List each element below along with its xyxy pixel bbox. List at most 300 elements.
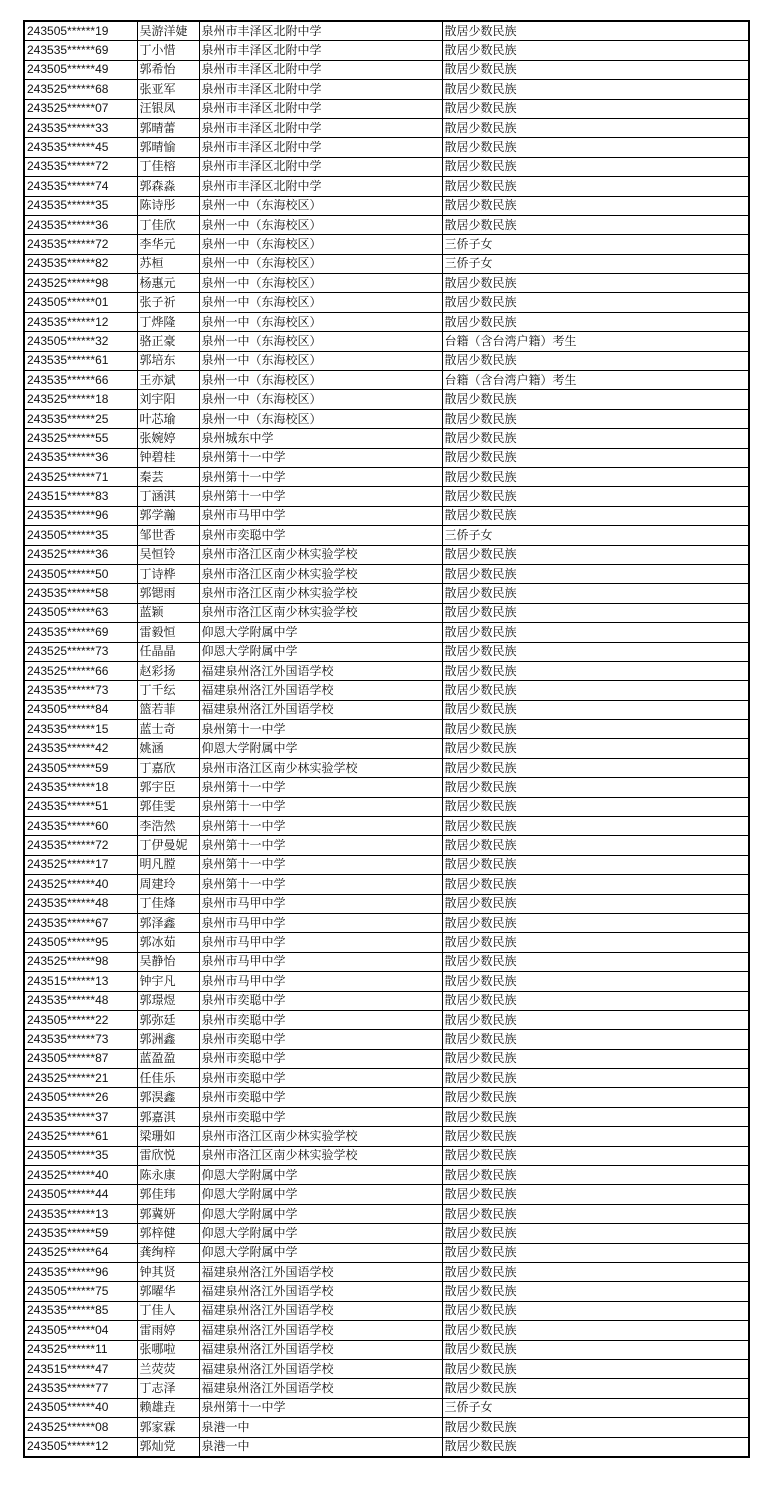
cell-school: 福建泉州洛江外国语学校 (199, 1340, 442, 1359)
table-row (24, 1301, 749, 1320)
cell-category: 散居少数民族 (442, 894, 749, 913)
cell-name: 张子祈 (137, 293, 199, 312)
table-row (24, 1127, 749, 1146)
cell-name: 姚涵 (137, 739, 199, 758)
cell-exam-id: 243515******47 (24, 1359, 137, 1378)
cell-school: 泉州市丰泽区北附中学 (199, 80, 442, 99)
table-row (24, 1224, 749, 1243)
table-row (24, 778, 749, 797)
cell-name: 明凡膛 (137, 855, 199, 874)
cell-school: 泉州一中（东海校区） (199, 351, 442, 370)
cell-exam-id: 243535******85 (24, 1301, 137, 1320)
table-row (24, 274, 749, 293)
cell-exam-id: 243535******69 (24, 623, 137, 642)
cell-school: 仰恩大学附属中学 (199, 1224, 442, 1243)
cell-name: 雷毅恒 (137, 623, 199, 642)
cell-school: 泉州市洛江区南少林实验学校 (199, 758, 442, 777)
cell-name: 叶芯瑜 (137, 409, 199, 428)
table-row (24, 1146, 749, 1165)
cell-category: 散居少数民族 (442, 351, 749, 370)
table-row (24, 254, 749, 273)
cell-category: 散居少数民族 (442, 506, 749, 525)
cell-name: 刘宇阳 (137, 390, 199, 409)
table-row (24, 177, 749, 196)
cell-category: 散居少数民族 (442, 1166, 749, 1185)
cell-exam-id: 243535******61 (24, 351, 137, 370)
cell-name: 周建玲 (137, 875, 199, 894)
table-row (24, 1049, 749, 1068)
table-row (24, 1321, 749, 1340)
cell-exam-id: 243535******73 (24, 1030, 137, 1049)
cell-name: 吴恒铃 (137, 545, 199, 564)
cell-school: 泉州一中（东海校区） (199, 274, 442, 293)
table-row (24, 1069, 749, 1088)
cell-school: 泉州第十一中学 (199, 855, 442, 874)
cell-exam-id: 243505******59 (24, 758, 137, 777)
cell-school: 泉州第十一中学 (199, 836, 442, 855)
cell-school: 泉州市丰泽区北附中学 (199, 138, 442, 157)
cell-category: 散居少数民族 (442, 1069, 749, 1088)
cell-category: 散居少数民族 (442, 681, 749, 700)
table-row (24, 60, 749, 79)
cell-name: 丁小惜 (137, 41, 199, 60)
cell-school: 泉州市丰泽区北附中学 (199, 99, 442, 118)
cell-category: 散居少数民族 (442, 700, 749, 719)
cell-category: 散居少数民族 (442, 487, 749, 506)
cell-name: 丁佳欣 (137, 215, 199, 234)
cell-exam-id: 243525******68 (24, 80, 137, 99)
table-row (24, 1010, 749, 1029)
cell-exam-id: 243505******22 (24, 1010, 137, 1029)
cell-school: 泉州第十一中学 (199, 875, 442, 894)
cell-school: 泉州一中（东海校区） (199, 293, 442, 312)
cell-category: 散居少数民族 (442, 1418, 749, 1437)
cell-school: 泉州市洛江区南少林实验学校 (199, 1146, 442, 1165)
cell-exam-id: 243525******71 (24, 467, 137, 486)
cell-category: 三侨子女 (442, 1398, 749, 1417)
cell-name: 郭宇臣 (137, 778, 199, 797)
cell-school: 泉州市马甲中学 (199, 952, 442, 971)
cell-name: 钟其贤 (137, 1263, 199, 1282)
cell-school: 泉港一中 (199, 1418, 442, 1437)
cell-category: 散居少数民族 (442, 99, 749, 118)
cell-category: 散居少数民族 (442, 293, 749, 312)
cell-school: 泉州市丰泽区北附中学 (199, 21, 442, 41)
cell-exam-id: 243525******55 (24, 429, 137, 448)
cell-school: 仰恩大学附属中学 (199, 1166, 442, 1185)
cell-category: 散居少数民族 (442, 836, 749, 855)
cell-exam-id: 243535******42 (24, 739, 137, 758)
cell-category: 散居少数民族 (442, 312, 749, 331)
cell-exam-id: 243505******40 (24, 1398, 137, 1417)
cell-name: 郭佳雯 (137, 797, 199, 816)
table-row (24, 855, 749, 874)
cell-exam-id: 243535******33 (24, 118, 137, 137)
cell-category: 散居少数民族 (442, 913, 749, 932)
cell-school: 泉州市奕聪中学 (199, 1088, 442, 1107)
cell-category: 散居少数民族 (442, 1224, 749, 1243)
cell-category: 三侨子女 (442, 526, 749, 545)
table-row (24, 448, 749, 467)
cell-name: 秦芸 (137, 467, 199, 486)
candidate-table (23, 20, 750, 1458)
cell-school: 泉州市丰泽区北附中学 (199, 118, 442, 137)
cell-exam-id: 243505******87 (24, 1049, 137, 1068)
cell-exam-id: 243535******67 (24, 913, 137, 932)
cell-exam-id: 243515******83 (24, 487, 137, 506)
cell-exam-id: 243515******13 (24, 972, 137, 991)
cell-school: 泉港一中 (199, 1437, 442, 1457)
cell-category: 散居少数民族 (442, 80, 749, 99)
cell-category: 散居少数民族 (442, 720, 749, 739)
cell-name: 郭灿党 (137, 1437, 199, 1457)
cell-category: 散居少数民族 (442, 60, 749, 79)
cell-name: 苏桓 (137, 254, 199, 273)
cell-name: 陈诗彤 (137, 196, 199, 215)
cell-school: 泉州市洛江区南少林实验学校 (199, 603, 442, 622)
cell-name: 郭璟煜 (137, 991, 199, 1010)
table-row (24, 875, 749, 894)
table-row (24, 991, 749, 1010)
table-row (24, 603, 749, 622)
cell-exam-id: 243535******35 (24, 196, 137, 215)
cell-category: 散居少数民族 (442, 1127, 749, 1146)
table-row (24, 681, 749, 700)
cell-name: 李华元 (137, 235, 199, 254)
table-row (24, 894, 749, 913)
cell-school: 福建泉州洛江外国语学校 (199, 681, 442, 700)
table-row (24, 545, 749, 564)
cell-category: 散居少数民族 (442, 545, 749, 564)
cell-exam-id: 243535******13 (24, 1204, 137, 1223)
cell-category: 散居少数民族 (442, 875, 749, 894)
table-row (24, 836, 749, 855)
cell-category: 散居少数民族 (442, 274, 749, 293)
cell-school: 福建泉州洛江外国语学校 (199, 1321, 442, 1340)
cell-exam-id: 243525******64 (24, 1243, 137, 1262)
table-row (24, 506, 749, 525)
cell-school: 泉州市洛江区南少林实验学校 (199, 1127, 442, 1146)
cell-exam-id: 243505******84 (24, 700, 137, 719)
cell-school: 福建泉州洛江外国语学校 (199, 1282, 442, 1301)
cell-exam-id: 243525******61 (24, 1127, 137, 1146)
cell-category: 散居少数民族 (442, 1263, 749, 1282)
cell-name: 丁志泽 (137, 1379, 199, 1398)
cell-exam-id: 243535******36 (24, 448, 137, 467)
cell-school: 泉州一中（东海校区） (199, 196, 442, 215)
cell-exam-id: 243525******08 (24, 1418, 137, 1437)
cell-exam-id: 243525******17 (24, 855, 137, 874)
cell-name: 任佳乐 (137, 1069, 199, 1088)
cell-exam-id: 243525******98 (24, 952, 137, 971)
cell-category: 散居少数民族 (442, 41, 749, 60)
cell-name: 王亦斌 (137, 371, 199, 390)
cell-name: 吴游洋婕 (137, 21, 199, 41)
cell-name: 丁涵淇 (137, 487, 199, 506)
cell-school: 泉州市奕聪中学 (199, 1030, 442, 1049)
cell-category: 散居少数民族 (442, 1243, 749, 1262)
cell-exam-id: 243525******73 (24, 642, 137, 661)
table-row (24, 390, 749, 409)
table-row (24, 332, 749, 351)
table-row (24, 720, 749, 739)
table-row (24, 642, 749, 661)
cell-school: 泉州第十一中学 (199, 817, 442, 836)
cell-name: 赖雄垚 (137, 1398, 199, 1417)
cell-category: 散居少数民族 (442, 215, 749, 234)
cell-exam-id: 243535******48 (24, 991, 137, 1010)
table-row (24, 661, 749, 680)
cell-exam-id: 243525******18 (24, 390, 137, 409)
table-row (24, 80, 749, 99)
table-row (24, 1379, 749, 1398)
table-row (24, 196, 749, 215)
cell-category: 散居少数民族 (442, 429, 749, 448)
cell-exam-id: 243535******82 (24, 254, 137, 273)
cell-school: 泉州一中（东海校区） (199, 235, 442, 254)
cell-category: 散居少数民族 (442, 564, 749, 583)
cell-exam-id: 243505******50 (24, 564, 137, 583)
table-row (24, 312, 749, 331)
table-row (24, 118, 749, 137)
cell-exam-id: 243535******72 (24, 836, 137, 855)
cell-exam-id: 243535******69 (24, 41, 137, 60)
cell-school: 泉州一中（东海校区） (199, 371, 442, 390)
cell-school: 泉州市马甲中学 (199, 933, 442, 952)
cell-exam-id: 243525******21 (24, 1069, 137, 1088)
table-row (24, 700, 749, 719)
cell-school: 仰恩大学附属中学 (199, 1204, 442, 1223)
cell-exam-id: 243525******36 (24, 545, 137, 564)
cell-school: 泉州市奕聪中学 (199, 991, 442, 1010)
cell-name: 张哪啦 (137, 1340, 199, 1359)
table-row (24, 467, 749, 486)
cell-category: 散居少数民族 (442, 661, 749, 680)
cell-school: 泉州市奕聪中学 (199, 1049, 442, 1068)
cell-name: 郭培东 (137, 351, 199, 370)
table-row (24, 1282, 749, 1301)
cell-category: 散居少数民族 (442, 584, 749, 603)
cell-category: 台籍（含台湾户籍）考生 (442, 332, 749, 351)
cell-name: 李浩然 (137, 817, 199, 836)
cell-exam-id: 243535******36 (24, 215, 137, 234)
cell-exam-id: 243505******95 (24, 933, 137, 952)
cell-name: 张婉婷 (137, 429, 199, 448)
cell-exam-id: 243535******72 (24, 157, 137, 176)
cell-name: 钟碧桂 (137, 448, 199, 467)
cell-exam-id: 243535******51 (24, 797, 137, 816)
cell-name: 丁诗桦 (137, 564, 199, 583)
cell-exam-id: 243525******11 (24, 1340, 137, 1359)
cell-exam-id: 243535******59 (24, 1224, 137, 1243)
cell-name: 郭锶雨 (137, 584, 199, 603)
cell-school: 泉州市丰泽区北附中学 (199, 41, 442, 60)
cell-school: 泉州一中（东海校区） (199, 390, 442, 409)
table-row (24, 1204, 749, 1223)
cell-category: 散居少数民族 (442, 642, 749, 661)
cell-name: 邹世香 (137, 526, 199, 545)
cell-school: 泉州市丰泽区北附中学 (199, 177, 442, 196)
table-row (24, 1088, 749, 1107)
cell-exam-id: 243505******26 (24, 1088, 137, 1107)
table-row (24, 933, 749, 952)
cell-exam-id: 243525******40 (24, 1166, 137, 1185)
cell-category: 散居少数民族 (442, 1030, 749, 1049)
cell-category: 散居少数民族 (442, 1049, 749, 1068)
cell-school: 福建泉州洛江外国语学校 (199, 1263, 442, 1282)
cell-exam-id: 243505******19 (24, 21, 137, 41)
cell-name: 郭冀妍 (137, 1204, 199, 1223)
table-row (24, 623, 749, 642)
cell-category: 三侨子女 (442, 254, 749, 273)
cell-name: 丁千纭 (137, 681, 199, 700)
cell-exam-id: 243535******58 (24, 584, 137, 603)
table-row (24, 99, 749, 118)
cell-school: 泉州市奕聪中学 (199, 526, 442, 545)
table-row (24, 293, 749, 312)
cell-school: 泉州一中（东海校区） (199, 332, 442, 351)
cell-school: 仰恩大学附属中学 (199, 642, 442, 661)
table-row (24, 1243, 749, 1262)
cell-school: 福建泉州洛江外国语学校 (199, 700, 442, 719)
table-row (24, 526, 749, 545)
cell-school: 泉州第十一中学 (199, 778, 442, 797)
table-row (24, 952, 749, 971)
cell-category: 散居少数民族 (442, 390, 749, 409)
cell-category: 散居少数民族 (442, 603, 749, 622)
table-row (24, 371, 749, 390)
cell-category: 散居少数民族 (442, 1437, 749, 1457)
cell-exam-id: 243525******40 (24, 875, 137, 894)
cell-school: 泉州第十一中学 (199, 487, 442, 506)
cell-school: 泉州一中（东海校区） (199, 215, 442, 234)
cell-school: 泉州市马甲中学 (199, 506, 442, 525)
table-row (24, 1359, 749, 1378)
cell-school: 仰恩大学附属中学 (199, 1243, 442, 1262)
cell-category: 散居少数民族 (442, 21, 749, 41)
cell-exam-id: 243535******15 (24, 720, 137, 739)
cell-school: 泉州城东中学 (199, 429, 442, 448)
table-row (24, 1263, 749, 1282)
cell-name: 骆正豪 (137, 332, 199, 351)
cell-category: 散居少数民族 (442, 1340, 749, 1359)
cell-school: 泉州一中（东海校区） (199, 409, 442, 428)
table-row (24, 215, 749, 234)
table-row (24, 235, 749, 254)
cell-name: 赵彩扬 (137, 661, 199, 680)
cell-exam-id: 243505******12 (24, 1437, 137, 1457)
cell-category: 散居少数民族 (442, 177, 749, 196)
cell-school: 泉州市洛江区南少林实验学校 (199, 584, 442, 603)
cell-name: 吴静怡 (137, 952, 199, 971)
cell-name: 蓝盈盈 (137, 1049, 199, 1068)
cell-exam-id: 243535******96 (24, 1263, 137, 1282)
cell-category: 散居少数民族 (442, 1282, 749, 1301)
table-row (24, 564, 749, 583)
cell-exam-id: 243535******25 (24, 409, 137, 428)
cell-name: 郭冰茹 (137, 933, 199, 952)
cell-category: 散居少数民族 (442, 739, 749, 758)
cell-exam-id: 243525******98 (24, 274, 137, 293)
cell-exam-id: 243505******44 (24, 1185, 137, 1204)
cell-name: 任晶晶 (137, 642, 199, 661)
cell-exam-id: 243535******45 (24, 138, 137, 157)
table-row (24, 41, 749, 60)
table-row (24, 1185, 749, 1204)
cell-name: 郭嘉淇 (137, 1107, 199, 1126)
cell-exam-id: 243505******63 (24, 603, 137, 622)
cell-category: 散居少数民族 (442, 972, 749, 991)
table-row (24, 817, 749, 836)
cell-category: 散居少数民族 (442, 1359, 749, 1378)
cell-exam-id: 243505******04 (24, 1321, 137, 1340)
cell-name: 郭梓健 (137, 1224, 199, 1243)
cell-category: 散居少数民族 (442, 157, 749, 176)
cell-name: 丁伊曼妮 (137, 836, 199, 855)
cell-name: 汪银凤 (137, 99, 199, 118)
table-row (24, 138, 749, 157)
table-row (24, 913, 749, 932)
cell-name: 张亚军 (137, 80, 199, 99)
cell-name: 郭晴愉 (137, 138, 199, 157)
cell-category: 散居少数民族 (442, 467, 749, 486)
cell-category: 散居少数民族 (442, 1204, 749, 1223)
cell-category: 散居少数民族 (442, 933, 749, 952)
table-row (24, 1030, 749, 1049)
cell-exam-id: 243535******72 (24, 235, 137, 254)
cell-category: 散居少数民族 (442, 1088, 749, 1107)
cell-name: 郭曜华 (137, 1282, 199, 1301)
cell-category: 散居少数民族 (442, 778, 749, 797)
cell-exam-id: 243535******48 (24, 894, 137, 913)
table-row (24, 1340, 749, 1359)
cell-category: 三侨子女 (442, 235, 749, 254)
cell-category: 散居少数民族 (442, 1185, 749, 1204)
cell-name: 陈永康 (137, 1166, 199, 1185)
cell-name: 篮若菲 (137, 700, 199, 719)
cell-school: 福建泉州洛江外国语学校 (199, 661, 442, 680)
cell-exam-id: 243505******35 (24, 526, 137, 545)
cell-category: 散居少数民族 (442, 991, 749, 1010)
cell-name: 丁佳烽 (137, 894, 199, 913)
cell-exam-id: 243535******12 (24, 312, 137, 331)
cell-name: 郭泽鑫 (137, 913, 199, 932)
cell-school: 泉州市奕聪中学 (199, 1107, 442, 1126)
table-row (24, 758, 749, 777)
table-row (24, 797, 749, 816)
cell-exam-id: 243535******96 (24, 506, 137, 525)
cell-name: 郭洲鑫 (137, 1030, 199, 1049)
cell-school: 福建泉州洛江外国语学校 (199, 1379, 442, 1398)
cell-category: 散居少数民族 (442, 1107, 749, 1126)
cell-name: 雷欣悦 (137, 1146, 199, 1165)
cell-school: 泉州市洛江区南少林实验学校 (199, 564, 442, 583)
table-row (24, 1418, 749, 1437)
cell-name: 郭弥廷 (137, 1010, 199, 1029)
cell-school: 泉州市奕聪中学 (199, 1010, 442, 1029)
cell-school: 仰恩大学附属中学 (199, 623, 442, 642)
cell-school: 泉州市马甲中学 (199, 972, 442, 991)
cell-name: 丁佳榕 (137, 157, 199, 176)
cell-name: 丁烨隆 (137, 312, 199, 331)
cell-name: 丁佳人 (137, 1301, 199, 1320)
cell-category: 散居少数民族 (442, 118, 749, 137)
cell-name: 兰荧荧 (137, 1359, 199, 1378)
table-row (24, 351, 749, 370)
cell-school: 福建泉州洛江外国语学校 (199, 1301, 442, 1320)
cell-exam-id: 243535******74 (24, 177, 137, 196)
cell-exam-id: 243535******37 (24, 1107, 137, 1126)
